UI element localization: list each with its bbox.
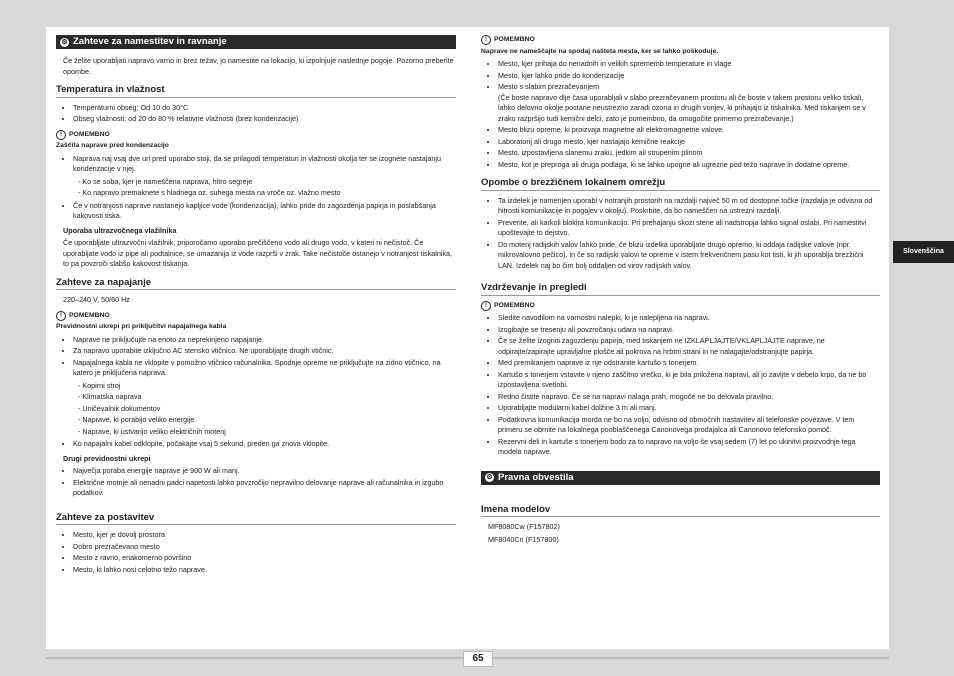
list-item: • Kartušo s tonerjem vstavite v njeno zaščitno vrečko, ki je bila priložena napravi, ali jo zavijte v debelo krpo, da ne bo izpostavljena svetlobi. [498,370,880,391]
power-voltage: 220–240 V, 50/60 Hz [63,295,130,304]
list-item: • Mesto, kjer je dovolj prostora [73,530,456,541]
list-item-text: Mesto s slabim prezračevanjem [498,82,600,91]
model-name: MF8080Cw (F157802) [488,522,560,531]
avoid-list [481,59,880,170]
list-item: • Napajalnega kabla ne vklopite v pomožno vtičnico računalnika. Spodnje opreme ne priključujte na zidno vtičnico, na katero je priključena naprava. [73,358,456,379]
list-item: • Za napravo uporabite izključno AC stensko vtičnico. Ne uporabljajte drugih vtičnic. [73,346,456,357]
note-title: Zaščita naprave pred kondenzacijo [56,142,169,149]
other-list [56,466,456,499]
info-icon: ! [56,311,66,321]
list-item: • Mesto, ki lahko nosi celotno težo naprave [73,565,456,576]
humidifier-title: Uporaba ultrazvočnega vlažilnika [63,225,177,235]
list-item: - Kopirni stroj [85,381,456,392]
important-label: POMEMBNO [69,311,110,319]
heading-space: Zahteve za postavitev [56,513,456,526]
model-name: MF8040Cn (F157800) [488,534,559,544]
condensation-list [56,154,456,175]
info-icon: ! [481,301,491,311]
important-label: POMEMBNO [69,130,110,138]
list-item: • Obseg vlažnosti: od 20 do 80 % relativne vlažnosti (brez kondenzacije) [73,114,456,125]
list-item: - Ko napravo premaknete s hladnega oz. suhega mesta na vroče oz. vlažno mesto [85,188,456,199]
intro-text: Če želite uporabljati napravo varno in brez težav, jo namestite na lokacijo, ki izpolnjuje naslednje pogoje. Pozorno preberite opombe. [63,56,454,76]
heading-maintenance: Vzdrževanje in pregledi [481,283,880,296]
list-item: • Sledite navodilom na varnostni nalepki, ki je nalepljena na napravi. [498,313,880,324]
list-item: • Mesto z ravno, enakomerno površino [73,553,456,564]
power-list [56,335,456,379]
power-list-2 [56,439,456,450]
list-item: • Naprava naj vsaj dve uri pred uporabo stoji, da se prilagodi temperaturi in vlažnosti okolja ter se izognete nastajanju kondenzacije v njej. [73,154,456,175]
list-item: • Laboratorij ali drugo mesto, kjer nastajajo kemične reakcije [498,137,880,148]
maintenance-list [481,313,880,458]
wireless-list [481,196,880,272]
info-icon: ! [56,130,66,140]
temperature-list [56,103,456,125]
note-title: Previdnostni ukrepi pri priključitvi napajalnega kabla [56,323,227,330]
list-item: - Ko se soba, kjer je nameščena naprava, hitro segreje [85,177,456,188]
important-label: POMEMBNO [494,36,535,43]
list-item: • Če v notranjosti naprave nastanejo kapljice vode (kondenzacija), lahko pride do zagozdenja papirja in poslabšanja kakovosti tiska. [73,201,456,222]
gear-icon: ⚙ [61,38,68,46]
important-note [56,130,456,141]
humidifier-text: Če uporabljate ultrazvočni vlažilnik, priporočamo uporabo prečiščeno vodo ali drugo vodo, v kateri ni nečistoč. Če uporabljate vodo iz pipe ali podtalnice, se umazanija iz vode razprši v zrak. Take nečistoče ostanejo v notranjost tiskalnika, to pa povzroči slabšo kakovost tiskanja. [63,238,453,268]
condensation-list-2 [56,201,456,222]
list-item: • Če se želite izogniti zagozdenju papirja, med tiskanjem ne IZKLAPLJAJTE/VKLAPLJAJTE naprave, ne odpirajte/zapirajte upravljalne plošče ali pokrova na hrbtni strani in ne nalagajte/odstranjujte papirja. [498,336,880,357]
list-item: • Mesto, izpostavljena slanemu zraku, jedkim ali strupenim plinom [498,148,880,159]
list-item: • Preverite, ali karkoli blokira komunikacijo. Pri prehajanju skozi stene ali nadstropja lahko signal oslabi. Pri namestitvi upoštevajte to dejstvo. [498,218,880,239]
list-item: • Mesto, kjer prihaja do nenadnih in velikih sprememb temperature in vlage [498,59,880,70]
condensation-sublist [56,177,456,199]
list-item: • Uporabljajte modularni kabel dolžine 3 m ali manj. [498,403,880,414]
other-precautions-title: Drugi previdnostni ukrepi [63,453,151,463]
section-header-installation [56,35,456,49]
list-item [498,82,880,124]
list-item: • Ta izdelek je namenjen uporabi v notranjih prostorih na razdalji največ 50 m od dostopne točke (razdalja je odvisna od hitrosti komunikacije in pogojev v okolju). Poskrbite, da bo nameščen na ustrezni razdalji. [498,196,880,217]
heading-wireless: Opombe o brezžičnem lokalnem omrežju [481,178,880,191]
left-column [56,35,456,577]
list-item: • Največja poraba energije naprave je 900 W ali manj. [73,466,456,477]
heading-temperature: Temperatura in vlažnost [56,85,456,98]
list-item: • Mesto blizu opreme, ki proizvaja magnetne ali elektromagnetne valove [498,125,880,136]
list-item: • Do motenj radijskih valov lahko pride, če blizu izdelka uporabljate drugo opremo, ki oddaja radijske valove (npr. mikrovalovno pečico), in če so radijski valovi te opreme v istem frekvenčnem pasu kot tisti, ki jih uporablja brezžični LAN. Izdelek naj bo čim bolj oddaljen od virov radijskih valov. [498,240,880,272]
list-item: - Naprave, ki porabijo veliko energije [85,415,456,426]
list-item: • Dobro prezračevano mesto [73,542,456,553]
section-title: Pravna obvestila [498,471,574,483]
list-item: • Izogibajte se tresenju ali povzročanju udara na napravi. [498,325,880,336]
list-item: • Ko napajalni kabel odklopite, počakajte vsaj 5 sekund, preden ga znova vklopite. [73,439,456,450]
space-list [56,530,456,575]
page-number: 65 [463,651,493,667]
language-tab[interactable]: Slovenščina [893,241,954,263]
list-item: • Redno čistite napravo. Če se na napravi nalaga prah, mogoče ne bo delovala pravilno. [498,392,880,403]
gear-icon: ⚙ [486,474,493,481]
info-icon: ! [481,35,491,45]
section-header-legal [481,471,880,485]
important-note [481,35,880,46]
list-item: • Mesto, kot je preproga ali druga podlaga, ki se lahko upogne ali ugrezne pod težo naprave in dodatne opreme. [498,160,880,171]
important-note [56,311,456,322]
list-item: • Mesto, kjer lahko pride do kondenzacije [498,71,880,82]
section-title: Zahteve za namestitev in ravnanje [73,36,227,47]
power-sublist [56,381,456,438]
list-item: • Rezervni deli in kartuše s tonerjem bodo za to napravo na voljo še vsaj sedem (7) let po ukinitvi proizvodnje tega modela naprave. [498,437,880,458]
list-item: • Temperaturni obseg: Od 10 do 30°C [73,103,456,114]
list-item: - Uničevalnik dokumentov [85,404,456,415]
important-note [481,301,880,312]
list-item: • Med premikanjem naprave iz nje odstranite kartušo s tonerjem. [498,358,880,369]
list-item: - Klimatska naprava [85,392,456,403]
heading-power: Zahteve za napajanje [56,278,456,291]
list-item: • Naprave ne priključujte na enoto za neprekinjeno napajanje. [73,335,456,346]
note-title: Naprave ne nameščajte na spodaj naštetа mesta, ker se lahko poškoduje. [481,47,719,55]
list-item: • Električne motnje ali nenadni padci napetosti lahko povzročijo nepravilno delovanje naprave ali računalnika in izgubo podatkov. [73,478,456,499]
ventilation-note: (Če boste napravo dlje časa uporabljali v slabo prezračevanem prostoru ali če boste v takem prostoru veliko tiskali, lahko delovno okolje postane neustrezno zaradi ozona in drugih vonjev, ki prihajajo iz tiskalnika. Med tiskanjem se v zraku razpršijo tudi kemični delci, zato je pomembno, da omogočite primerno prezračevanje.) [498,92,866,123]
heading-models: Imena modelov [481,505,880,518]
right-column [481,35,880,547]
important-label: POMEMBNO [494,301,535,309]
list-item: - Naprave, ki ustvarijo veliko električnih motenj [85,427,456,438]
list-item: • Podatkovna komunikacija morda ne bo na voljo, odvisno od območnih nastavitev ali telefonske povezave. V tem primeru se obrnite na lokalnega pooblaščenega Canonovega prodajalca ali Canonovo telefonsko pomoč. [498,415,880,436]
